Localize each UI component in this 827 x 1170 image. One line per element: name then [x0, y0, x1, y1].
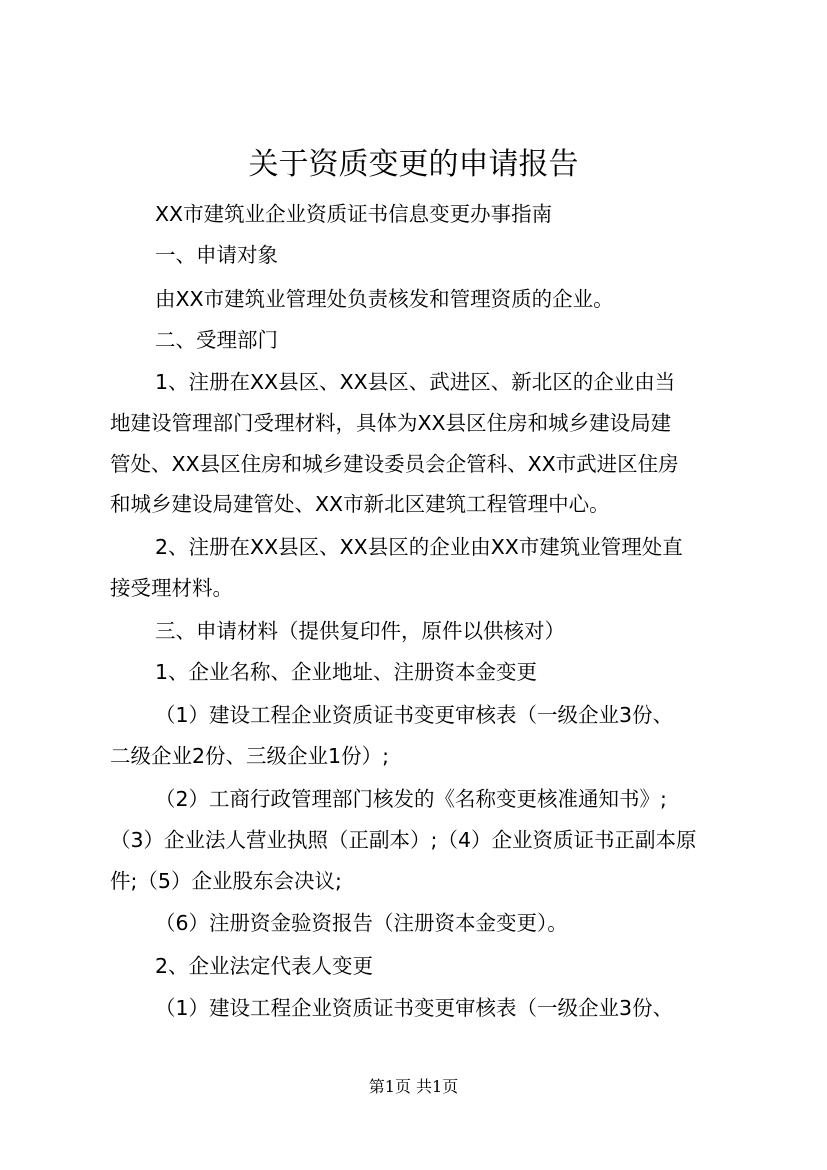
body-line: 2、注册在XX县区、XX县区的企业由XX市建筑业管理处直 [155, 535, 683, 559]
body-line: 管处、XX县区住房和城乡建设委员会企管科、XX市武进区住房 [110, 452, 679, 476]
body-line: 和城乡建设局建管处、XX市新北区建筑工程管理中心。 [110, 492, 610, 516]
body-line: （6）注册资金验资报告（注册资本金变更）。 [155, 911, 568, 935]
section-heading: 二、受理部门 [155, 328, 278, 352]
subsection-heading: 1、企业名称、企业地址、注册资本金变更 [155, 660, 538, 684]
body-line: 件;（5）企业股东会决议; [110, 869, 342, 893]
body-line: 接受理材料。 [110, 576, 233, 600]
body-line: （1）建设工程企业资质证书变更审核表（一级企业3份、 [155, 703, 674, 727]
body-line: 由XX市建筑业管理处负责核发和管理资质的企业。 [155, 287, 614, 311]
body-line: （1）建设工程企业资质证书变更审核表（一级企业3份、 [155, 996, 674, 1020]
body-line: 1、注册在XX县区、XX县区、武进区、新北区的企业由当 [155, 370, 676, 394]
section-heading: 一、申请对象 [155, 243, 278, 267]
subsection-heading: 2、企业法定代表人变更 [155, 954, 374, 978]
body-line: 二级企业2份、三级企业1份）; [110, 744, 389, 768]
body-line: 地建设管理部门受理材料，具体为XX县区住房和城乡建设局建 [110, 411, 672, 435]
body-line: XX市建筑业企业资质证书信息变更办事指南 [155, 202, 553, 226]
document-title: 关于资质变更的申请报告 [248, 147, 579, 182]
page-footer: 第1页 共1页 [368, 1077, 459, 1096]
section-heading: 三、申请材料（提供复印件，原件以供核对） [155, 619, 565, 643]
body-line: （2）工商行政管理部门核发的《名称变更核准通知书》; [155, 787, 667, 811]
body-line: （3）企业法人营业执照（正副本）;（4）企业资质证书正副本原 [110, 828, 697, 852]
